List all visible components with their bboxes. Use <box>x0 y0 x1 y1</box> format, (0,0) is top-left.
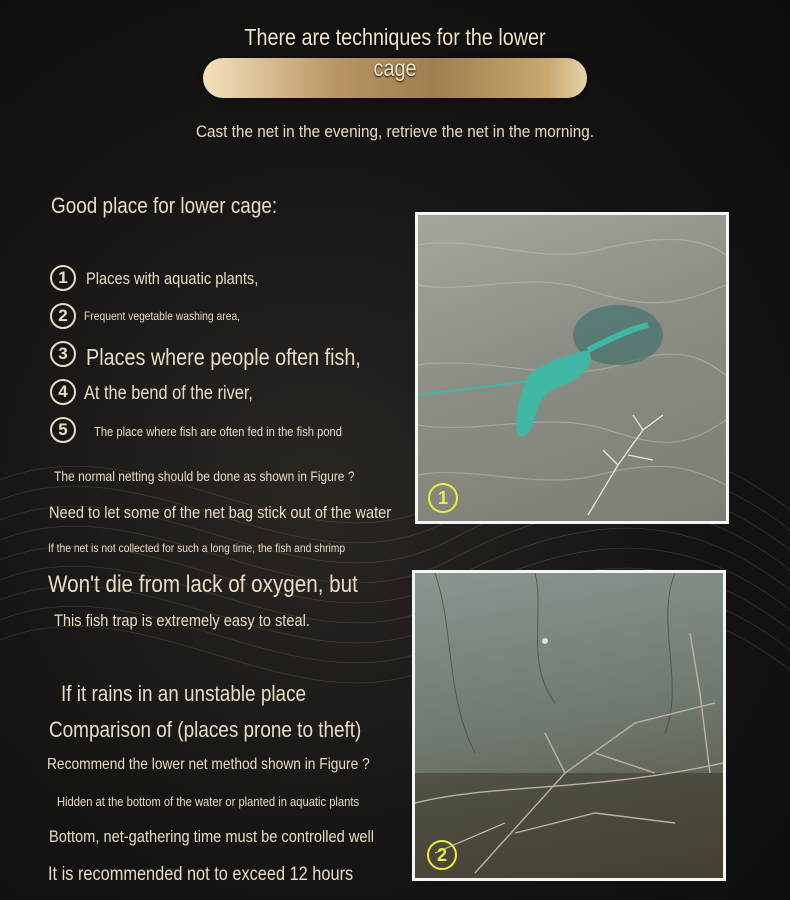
body-line-11: It is recommended not to exceed 12 hours <box>48 864 354 885</box>
place-item-3: Places where people often fish, <box>86 344 361 370</box>
body-line-2: Need to let some of the net bag stick out of the water <box>49 503 392 522</box>
number-badge-1: 1 <box>50 265 76 291</box>
net-in-water-photo <box>415 212 729 524</box>
body-line-8: Recommend the lower net method shown in Figure ? <box>47 756 370 773</box>
number-badge-2: 2 <box>50 303 76 329</box>
body-line-3: If the net is not collected for such a long time, the fish and shrimp <box>48 541 346 555</box>
body-line-7: Comparison of (places prone to theft) <box>49 717 362 742</box>
subtitle: Cast the net in the evening, retrieve the net in the morning. <box>195 122 595 141</box>
submerged-branches-photo <box>412 570 726 881</box>
body-line-4: Won't die from lack of oxygen, but <box>48 571 358 598</box>
body-line-10: Bottom, net-gathering time must be controlled well <box>49 827 375 846</box>
place-item-2: Frequent vegetable washing area, <box>84 309 241 323</box>
body-line-1: The normal netting should be done as shown in Figure ? <box>54 468 355 484</box>
place-item-1: Places with aquatic plants, <box>86 269 259 288</box>
number-badge-4: 4 <box>50 379 76 405</box>
body-line-6: If it rains in an unstable place <box>61 681 307 706</box>
place-item-5: The place where fish are often fed in the fish pond <box>94 424 342 439</box>
number-badge-3: 3 <box>50 341 76 367</box>
figure-badge-2: 2 <box>427 840 457 870</box>
place-item-4: At the bend of the river, <box>84 383 253 404</box>
page-title: There are techniques for the lower cage <box>244 24 546 81</box>
number-badge-5: 5 <box>50 417 76 443</box>
body-line-9: Hidden at the bottom of the water or planted in aquatic plants <box>57 794 360 809</box>
figure-badge-1: 1 <box>428 483 458 513</box>
body-line-5: This fish trap is extremely easy to steal. <box>54 611 310 630</box>
places-heading: Good place for lower cage: <box>51 193 278 218</box>
